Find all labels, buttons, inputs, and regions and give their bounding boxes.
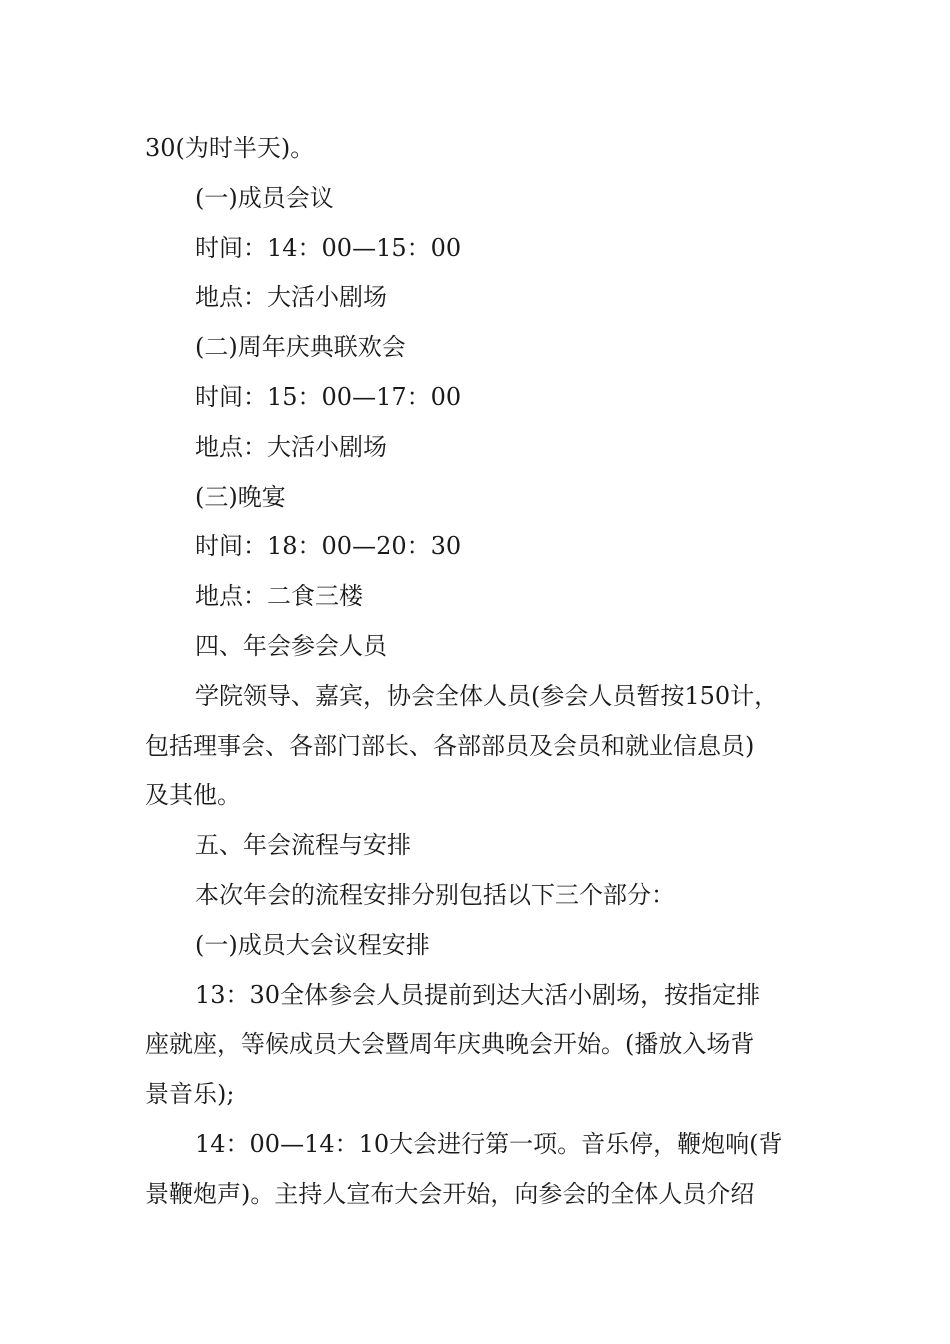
section-heading-4: 四、年会参会人员 [195, 631, 387, 660]
paragraph-2: (一)成员会议 [195, 183, 334, 212]
paragraph-8: (三)晚宴 [195, 482, 286, 511]
document-body [145, 124, 815, 1220]
paragraph-7: 地点：大活小剧场 [195, 432, 387, 461]
paragraph-6: 时间：15：00—17：00 [195, 382, 462, 411]
paragraph-9: 时间：18：00—20：30 [195, 532, 462, 561]
paragraph-17: 14：00—14：10大会进行第一项。音乐停，鞭炮响(背 景鞭炮声)。主持人宣布大会开始，向参会的全体人员介绍 [145, 1129, 783, 1208]
paragraph-15: (一)成员大会议程安排 [195, 930, 430, 959]
paragraph-14: 本次年会的流程安排分别包括以下三个部分： [195, 880, 675, 909]
paragraph-3: 时间：14：00—15：00 [195, 233, 462, 262]
paragraph-16: 13：30全体参会人员提前到达大活小剧场，按指定排 座就座，等候成员大会暨周年庆典晚会开始。(播放入场背 景音乐); [145, 980, 761, 1109]
paragraph-1: 30(为时半天)。 [145, 134, 315, 162]
paragraph-12: 学院领导、嘉宾，协会全体人员(参会人员暂按150计， 包括理事会、各部门部长、各部部员及会员和就业信息员) 及其他。 [145, 681, 779, 810]
paragraph-4: 地点：大活小剧场 [195, 283, 387, 312]
section-heading-5: 五、年会流程与安排 [195, 831, 411, 860]
paragraph-10: 地点：二食三楼 [195, 582, 363, 611]
paragraph-5: (二)周年庆典联欢会 [195, 333, 406, 362]
